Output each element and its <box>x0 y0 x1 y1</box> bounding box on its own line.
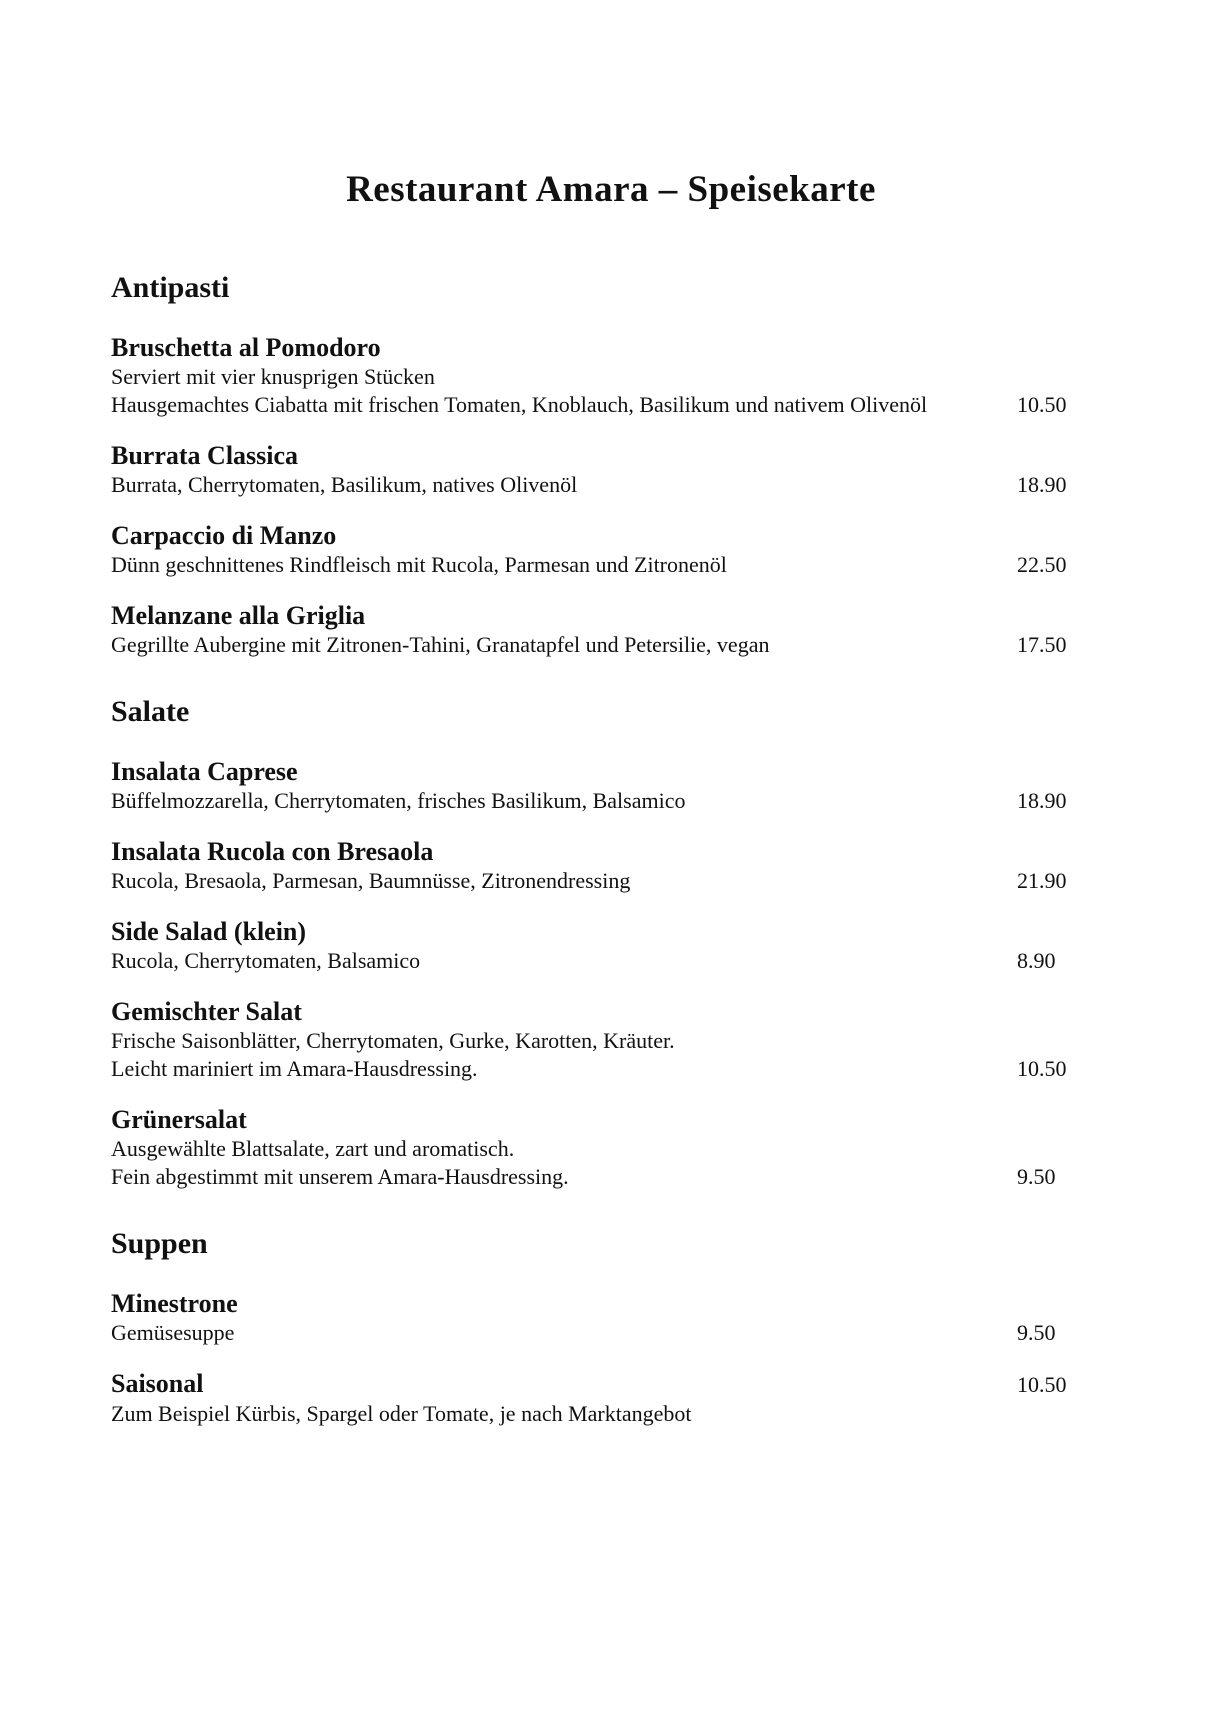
menu-item <box>111 441 1111 499</box>
menu-item <box>111 1369 1111 1428</box>
section-heading: Suppen <box>111 1227 208 1260</box>
item-name: Insalata Rucola con Bresaola <box>111 837 434 866</box>
item-description-line <box>111 1400 1111 1428</box>
item-description-line <box>111 1135 1111 1163</box>
menu-item <box>111 997 1111 1083</box>
item-price: 9.50 <box>1017 1164 1056 1189</box>
item-description-line <box>111 867 1111 895</box>
item-description: Ausgewählte Blattsalate, zart und aromatisch. <box>111 1136 515 1161</box>
item-name: Bruschetta al Pomodoro <box>111 333 381 362</box>
item-description: Rucola, Bresaola, Parmesan, Baumnüsse, Zitronendressing <box>111 868 631 893</box>
item-description-line <box>111 947 1111 975</box>
menu-item <box>111 837 1111 895</box>
menu-item <box>111 917 1111 975</box>
item-name: Minestrone <box>111 1289 238 1318</box>
item-price: 18.90 <box>1017 472 1067 497</box>
item-name: Side Salad (klein) <box>111 917 307 946</box>
item-price: 9.50 <box>1017 1320 1056 1345</box>
menu-item <box>111 1105 1111 1191</box>
item-description: Dünn geschnittenes Rindfleisch mit Rucola, Parmesan und Zitronenöl <box>111 552 727 577</box>
item-price: 17.50 <box>1017 632 1067 657</box>
item-description: Gegrillte Aubergine mit Zitronen-Tahini, Granatapfel und Petersilie, vegan <box>111 632 770 657</box>
item-description-line <box>111 1163 1111 1191</box>
item-price: 21.90 <box>1017 868 1067 893</box>
item-description: Frische Saisonblätter, Cherrytomaten, Gurke, Karotten, Kräuter. <box>111 1028 675 1053</box>
item-title-line <box>111 333 1111 363</box>
item-title-line <box>111 917 1111 947</box>
item-name: Grünersalat <box>111 1105 247 1134</box>
item-name: Gemischter Salat <box>111 997 302 1026</box>
item-description: Fein abgestimmt mit unserem Amara-Hausdressing. <box>111 1164 569 1189</box>
menu-item <box>111 757 1111 815</box>
menu-sections <box>111 269 1111 1428</box>
item-description: Serviert mit vier knusprigen Stücken <box>111 364 435 389</box>
item-price: 10.50 <box>1017 1372 1067 1397</box>
item-description: Hausgemachtes Ciabatta mit frischen Tomaten, Knoblauch, Basilikum und nativem Olivenöl <box>111 392 928 417</box>
item-title-line <box>111 521 1111 551</box>
item-description: Leicht mariniert im Amara-Hausdressing. <box>111 1056 478 1081</box>
item-title-line <box>111 997 1111 1027</box>
item-name: Burrata Classica <box>111 441 299 470</box>
item-price: 22.50 <box>1017 552 1067 577</box>
menu-item <box>111 601 1111 659</box>
item-name: Carpaccio di Manzo <box>111 521 337 550</box>
item-description-line <box>111 1055 1111 1083</box>
item-price: 8.90 <box>1017 948 1056 973</box>
section-items <box>111 1289 1111 1428</box>
item-price: 10.50 <box>1017 1056 1067 1081</box>
item-description-line <box>111 787 1111 815</box>
item-description-line <box>111 471 1111 499</box>
item-description-line <box>111 1027 1111 1055</box>
section-heading: Antipasti <box>111 271 230 304</box>
section-items <box>111 757 1111 1191</box>
item-description: Büffelmozzarella, Cherrytomaten, frisches Basilikum, Balsamico <box>111 788 686 813</box>
menu-item <box>111 521 1111 579</box>
item-price: 10.50 <box>1017 392 1067 417</box>
item-description-line <box>111 391 1111 419</box>
item-title-line <box>111 1369 1111 1400</box>
item-title-line <box>111 1289 1111 1319</box>
item-description: Gemüsesuppe <box>111 1320 235 1345</box>
item-description: Rucola, Cherrytomaten, Balsamico <box>111 948 421 973</box>
item-price: 18.90 <box>1017 788 1067 813</box>
item-name: Melanzane alla Griglia <box>111 601 366 630</box>
menu-item <box>111 1289 1111 1347</box>
menu-section <box>111 1225 1111 1428</box>
menu-item <box>111 333 1111 419</box>
item-description-line <box>111 1319 1111 1347</box>
item-description: Burrata, Cherrytomaten, Basilikum, natives Olivenöl <box>111 472 578 497</box>
item-title-line <box>111 441 1111 471</box>
menu-section <box>111 693 1111 1191</box>
item-title-line <box>111 757 1111 787</box>
item-description-line <box>111 551 1111 579</box>
item-description-line <box>111 363 1111 391</box>
item-description: Zum Beispiel Kürbis, Spargel oder Tomate, je nach Marktangebot <box>111 1401 692 1426</box>
item-title-line <box>111 1105 1111 1135</box>
section-items <box>111 333 1111 659</box>
menu-content <box>111 167 1111 1428</box>
menu-section <box>111 269 1111 659</box>
item-title-line <box>111 837 1111 867</box>
item-description-line <box>111 631 1111 659</box>
page-title: Restaurant Amara – Speisekarte <box>346 169 876 210</box>
item-name: Saisonal <box>111 1369 204 1398</box>
item-name: Insalata Caprese <box>111 757 298 786</box>
item-title-line <box>111 601 1111 631</box>
section-heading: Salate <box>111 695 190 728</box>
